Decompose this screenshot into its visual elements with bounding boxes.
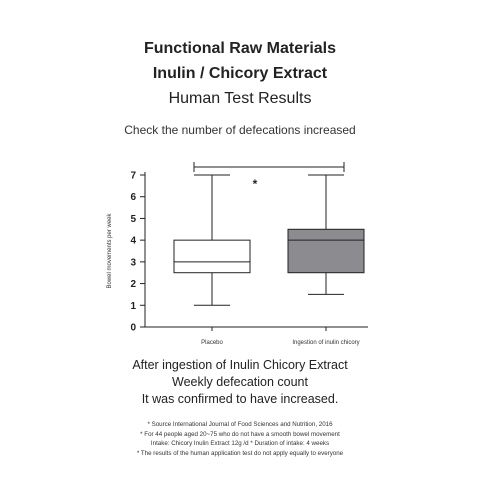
result-line-3: It was confirmed to have increased.	[141, 392, 339, 406]
footnotes	[0, 420, 480, 458]
result-line-2: Weekly defecation count	[172, 375, 308, 389]
footnote-subjects: * For 44 people aged 20~75 who do not have a smooth bowel movement	[140, 430, 340, 438]
y-axis-label: Bowel movements per week	[107, 213, 113, 289]
x-tick-label: Ingestion of inulin chicory	[292, 340, 360, 346]
y-tick-label: 3	[130, 257, 136, 269]
box-iqr	[174, 240, 250, 273]
result-line-1: After ingestion of Inulin Chicory Extract	[132, 358, 348, 372]
y-tick-label: 5	[130, 213, 136, 225]
y-tick-label: 4	[130, 235, 136, 247]
footnote-disclaimer: * The results of the human application test do not apply equally to everyone	[136, 449, 344, 457]
box-plot-chart	[100, 150, 380, 355]
footnote-source: * Source International Journal of Food Sciences and Nutrition, 2016	[147, 421, 333, 428]
significance-asterisk: *	[252, 177, 258, 191]
y-tick-label: 2	[130, 279, 136, 291]
page-title-line-1: Functional Raw Materials	[143, 40, 337, 57]
page-title-line-2: Inulin / Chicory Extract	[152, 65, 328, 82]
x-tick-label: Placebo	[201, 340, 223, 346]
chart-subtitle: Check the number of defecations increased	[124, 123, 356, 137]
footnote-intake: Intake: Chicory Inulin Extract 12g /d * Duration of intake: 4 weeks	[150, 440, 330, 447]
y-tick-label: 6	[130, 192, 136, 204]
y-tick-label: 1	[130, 300, 136, 312]
y-tick-label: 7	[130, 170, 136, 182]
page-title-line-3: Human Test Results	[168, 90, 312, 107]
y-tick-label: 0	[130, 322, 136, 334]
box-iqr	[288, 229, 364, 272]
